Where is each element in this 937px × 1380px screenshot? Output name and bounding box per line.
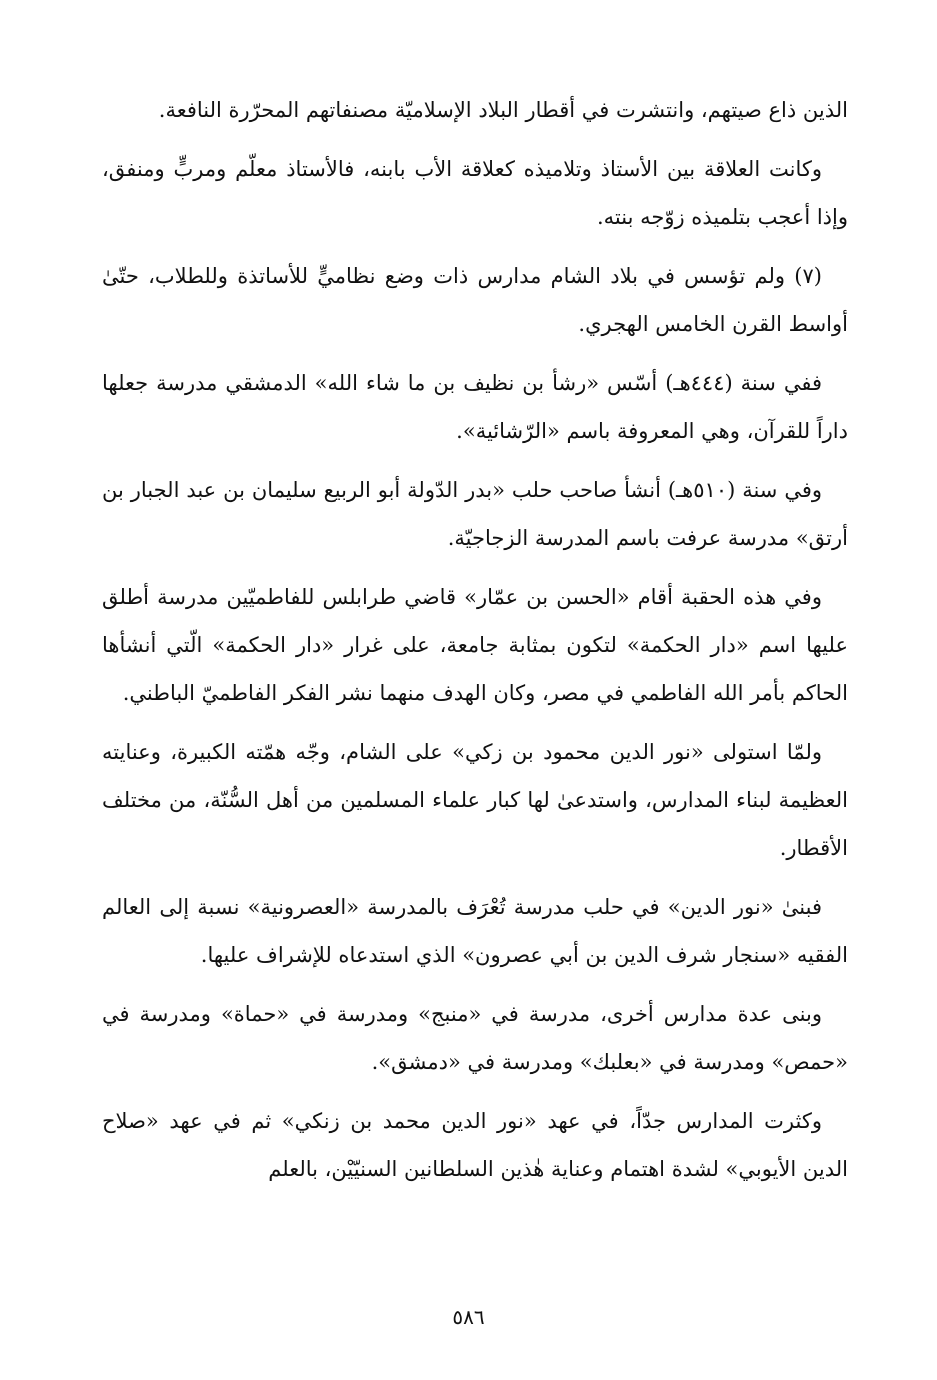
paragraph: وبنى عدة مدارس أخرى، مدرسة في «منبج» ومدرسة في «حماة» ومدرسة في «حمص» ومدرسة في «بعلبك» ومدرسة في «دمشق». <box>102 1002 848 1074</box>
paragraph: وفي سنة (٥١٠هـ) أنشأ صاحب حلب «بدر الدّولة أبو الربيع سليمان بن عبد الجبار بن أرتق» مدرسة عرفت باسم المدرسة الزجاجيّة. <box>102 478 848 550</box>
paragraph: فبنىٰ «نور الدين» في حلب مدرسة تُعْرَف بالمدرسة «العصرونية» نسبة إلى العالم الفقيه «سنجار شرف الدين بن أبي عصرون» الذي استدعاه للإشراف عليها. <box>102 895 848 967</box>
paragraph: الذين ذاع صيتهم، وانتشرت في أقطار البلاد الإسلاميّة مصنفاتهم المحرّرة النافعة. <box>158 98 848 122</box>
paragraph: وفي هذه الحقبة أقام «الحسن بن عمّار» قاضي طرابلس للفاطميّين مدرسة أطلق عليها اسم «دار الحكمة» لتكون بمثابة جامعة، على غرار «دار الحكمة» الّتي أنشأها الحاكم بأمر الله الفاطمي في مصر، وكان الهدف منهما نشر الفكر الفاطميّ الباطني. <box>102 585 848 705</box>
paragraph: ولمّا استولى «نور الدين محمود بن زكي» على الشام، وجّه همّته الكبيرة، وعنايته العظيمة لبناء المدارس، واستدعىٰ لها كبار علماء المسلمين من أهل السُّنّة، من مختلف الأقطار. <box>102 740 848 860</box>
page-number: ٥٨٦ <box>452 1305 485 1329</box>
paragraph: وكثرت المدارس جدّاً، في عهد «نور الدين محمد بن زنكي» ثم في عهد «صلاح الدين الأيوبي» لشدة اهتمام وعناية هٰذين السلطانين السنيّيْن، بالعلم <box>102 1109 848 1181</box>
page-body-text <box>102 86 848 1204</box>
paragraph: ففي سنة (٤٤٤هـ) أسّس «رشأ بن نظيف بن ما شاء الله» الدمشقي مدرسة جعلها داراً للقرآن، وهي المعروفة باسم «الرّشائية». <box>102 371 848 443</box>
paragraph: (٧) ولم تؤسس في بلاد الشام مدارس ذات وضع نظاميٍّ للأساتذة وللطلاب، حتّىٰ أواسط القرن الخامس الهجري. <box>102 264 848 336</box>
paragraph: وكانت العلاقة بين الأستاذ وتلاميذه كعلاقة الأب بابنه، فالأستاذ معلّم ومربٍّ ومنفق، وإذا أعجب بتلميذه زوّجه بنته. <box>102 157 848 229</box>
